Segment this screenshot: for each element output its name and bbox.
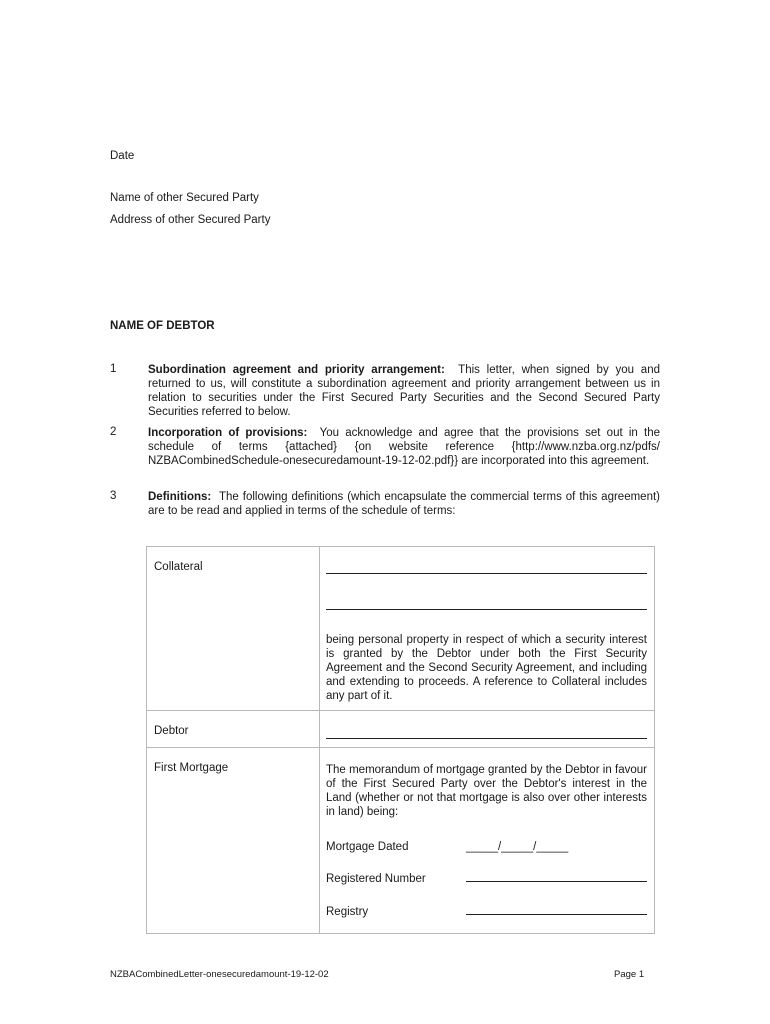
debtor-blank-line[interactable]: [326, 738, 647, 739]
first-mortgage-label: First Mortgage: [147, 748, 320, 934]
clause-text: You acknowledge and agree that the provisions set out in the schedule of terms {attached} {on website reference {http://www.nzba.org.nz/pdfs/ NZBACombinedSchedule-onesecuredamount-19-12-02.pdf}} are incorporated into this agreement.: [148, 427, 661, 467]
registry-label: Registry: [326, 906, 369, 918]
table-row: [147, 711, 655, 748]
mortgage-dated-row: [326, 841, 647, 853]
clause-body: [148, 426, 660, 468]
registered-number-row: [326, 873, 647, 885]
clause-heading: Subordination agreement and priority arrangement:: [148, 364, 445, 376]
registry-blank[interactable]: [466, 914, 647, 915]
footer-page-number: Page 1: [614, 969, 645, 980]
debtor-heading: NAME OF DEBTOR: [110, 320, 215, 332]
debtor-label: Debtor: [147, 711, 320, 748]
date-label: Date: [110, 150, 135, 162]
clause-body: [148, 490, 660, 518]
other-party-address: Address of other Secured Party: [110, 214, 271, 226]
footer-doc-ref: NZBACombinedLetter-onesecuredamount-19-12-02: [110, 969, 329, 980]
mortgage-dated-label: Mortgage Dated: [326, 841, 409, 853]
other-party-name: Name of other Secured Party: [110, 192, 259, 204]
collateral-description: being personal property in respect of which a security interest is granted by the Debtor under both the First Security Agreement and the Second Security Agreement, and including and extending to proceeds. A reference to Collateral includes any part of it.: [326, 634, 647, 702]
collateral-blank-line-2[interactable]: [326, 609, 647, 610]
clause-heading: Definitions:: [148, 491, 212, 503]
clause-text: This letter, when signed by you and returned to us, will constitute a subordination agreement and priority arrangement between us in relation to securities under the First Secured Party Securities and the Second Secured Party Securities referred to below.: [148, 364, 660, 418]
mortgage-dated-blank[interactable]: _____/_____/_____: [466, 841, 569, 853]
registry-row: [326, 906, 647, 918]
collateral-label: Collateral: [147, 547, 320, 711]
clause-heading: Incorporation of provisions:: [148, 427, 308, 439]
clause-text: The following definitions (which encapsulate the commercial terms of this agreement) are to be read and applied in terms of the schedule of terms:: [148, 491, 660, 517]
terms-table: [146, 546, 655, 934]
clause-body: [148, 363, 660, 419]
first-mortgage-description: The memorandum of mortgage granted by the Debtor in favour of the First Secured Party over the Debtor's interest in the Land (whether or not that mortgage is also over other interests in land) being:: [326, 764, 647, 818]
registered-number-label: Registered Number: [326, 873, 426, 885]
clause-number: 2: [110, 426, 117, 438]
registered-number-blank[interactable]: [466, 881, 647, 882]
collateral-blank-line-1[interactable]: [326, 573, 647, 574]
clause-number: 1: [110, 363, 117, 375]
table-row: [147, 547, 655, 711]
table-row: [147, 748, 655, 934]
clause-number: 3: [110, 490, 117, 502]
